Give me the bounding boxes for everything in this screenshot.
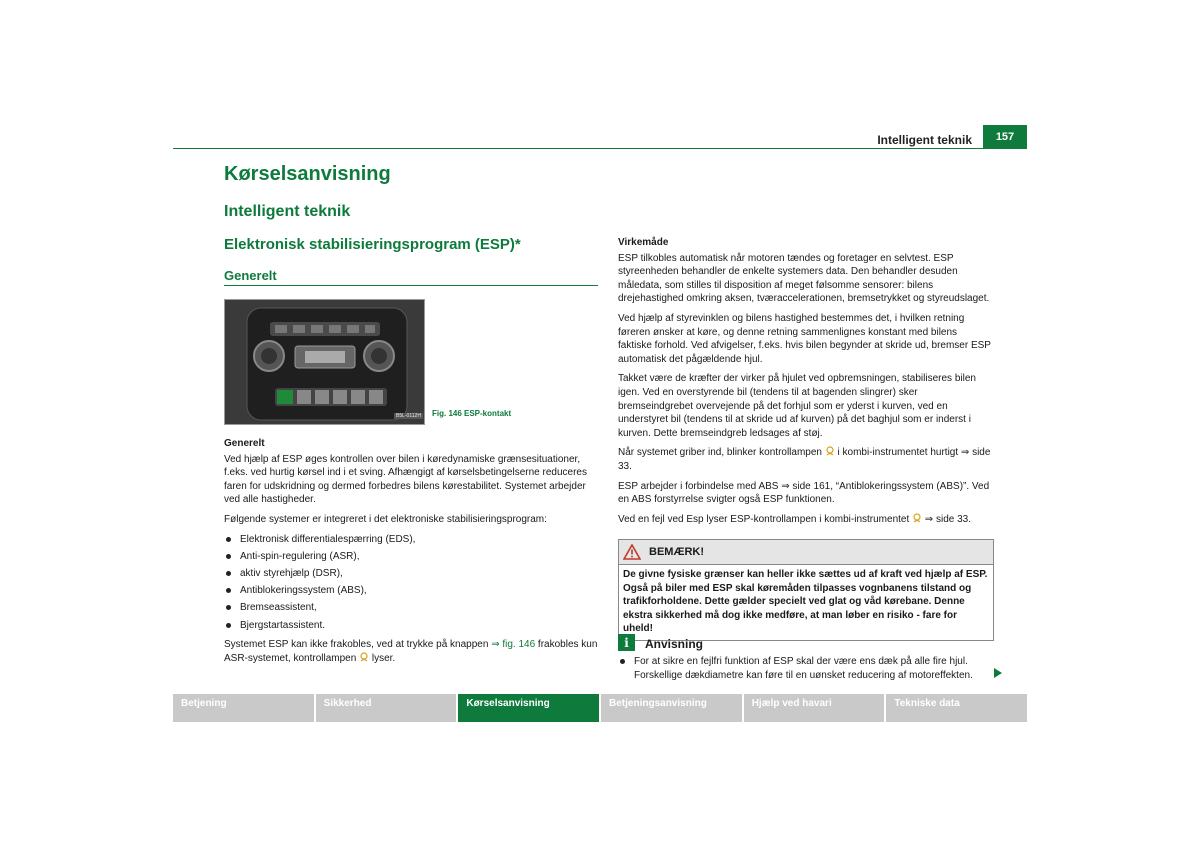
note-bullet: For at sikre en fejlfri funktion af ESP skal der være ens dæk på alle fire hjul. Forskellige dækdiametre kan føre til en uønsket reducering af motoreffekten. [618, 655, 992, 682]
left-paragraph-2: Følgende systemer er integreret i det elektroniske stabilisieringsprogram: [224, 513, 547, 525]
system-list [224, 533, 598, 633]
section-title: Intelligent teknik [224, 203, 351, 220]
esp-warning-lamp-icon [825, 446, 835, 456]
esp-switch-figure [224, 299, 425, 425]
right-paragraph-6: Ved en fejl ved Esp lyser ESP-kontrollampen i kombi-instrumentet ⇒ side 33. [618, 513, 971, 525]
right-paragraph-2: Ved hjælp af styrevinklen og bilens hastighed bestemmes det, i hvilken retning føreren ønsker at køre, og denne retning sammenlignes konstant med bilens faktiske forhold. Ved afvigelser, f.eks. hvis bilen begynder at skride ud, bremser ESP automatisk det pågældende hjul. [618, 312, 991, 365]
topic-title: Generelt [224, 268, 277, 283]
chapter-title: Kørselsanvisning [224, 163, 391, 185]
esp-warning-lamp-icon [912, 513, 922, 523]
topic-rule [224, 285, 598, 286]
figure-code: B5L-0112H [396, 413, 421, 419]
header-rule [173, 148, 1027, 149]
warning-title: BEMÆRK! [649, 546, 704, 558]
continue-arrow-icon[interactable] [994, 668, 1002, 678]
running-header-title: Intelligent teknik [877, 133, 972, 147]
climate-panel-illustration [225, 300, 424, 424]
figure-caption: Fig. 146 ESP-kontakt [432, 409, 512, 418]
warning-box [618, 539, 994, 641]
list-item: Bjergstartassistent. [224, 619, 598, 633]
list-item: Antiblokeringssystem (ABS), [224, 584, 598, 598]
chapter-navigation [173, 694, 1027, 722]
nav-tab-korselsanvisning[interactable]: Kørselsanvisning [458, 694, 601, 722]
figure-reference-link[interactable]: ⇒ fig. 146 [491, 639, 536, 651]
right-paragraph-1: ESP tilkobles automatisk når motoren tændes og foretager en selvtest. ESP styreenheden behandler de enkelte systemers data. Den behandler desuden måledata, som stilles til disposition af meget følsomme sensorer: bilens drejehastighed omkring aksen, tværaccelerationen, bremsetrykket og styreudslaget. [618, 252, 990, 305]
list-item: aktiv styrehjælp (DSR), [224, 567, 598, 581]
info-icon: i [618, 634, 635, 651]
list-item: Anti-spin-regulering (ASR), [224, 550, 598, 564]
left-column [224, 437, 598, 671]
subsection-title: Elektronisk stabilisieringsprogram (ESP)* [224, 236, 521, 253]
right-paragraph-3: Takket være de kræfter der virker på hjulet ved opbremsningen, stabiliseres bilen igen. Ved en overstyrende bil (tendens til at bagenden slingrer) sker bremseindgrebet overvejende på det forhjul som er yderst i kurven, ved en understyret bil (tendens til at skride ud af kurven) på det baghjul som er inderst i kurven. Dette bremseindgreb ledsages af støj. [618, 373, 976, 439]
nav-tab-sikkerhed[interactable]: Sikkerhed [316, 694, 459, 722]
nav-tab-betjening[interactable]: Betjening [173, 694, 316, 722]
left-paragraph-3: Systemet ESP kan ikke frakobles, ved at trykke på knappen ⇒ fig. 146 frakobles kun ASR-systemet, kontrollampen lyser. [224, 639, 598, 664]
esp-warning-lamp-icon [359, 652, 369, 662]
nav-tab-hjaelp-ved-havari[interactable]: Hjælp ved havari [744, 694, 887, 722]
note-title: Anvisning [645, 637, 704, 651]
warning-header [619, 540, 993, 565]
note-body [618, 655, 992, 682]
page-number: 157 [983, 125, 1027, 149]
nav-tab-betjeningsanvisning[interactable]: Betjeningsanvisning [601, 694, 744, 722]
right-column [618, 236, 992, 532]
list-item: Elektronisk differentialespærring (EDS), [224, 533, 598, 547]
right-paragraph-5: ESP arbejder i forbindelse med ABS ⇒ side 161, “Antiblokeringssystem (ABS)”. Ved en ABS forstyrrelse svigter også ESP funktionen. [618, 480, 990, 506]
right-subheading: Virkemåde [618, 237, 669, 248]
warning-text: De givne fysiske grænser kan heller ikke sættes ud af kraft ved hjælp af ESP. Også på biler med ESP skal køremåden tilpasses vognbanens tilstand og trafikforholdene. Dette gælder specielt ved glat og våd kørebane. Denne ekstra sikkerhed må dog ikke medføre, at man løber en risiko - fare for uheld! [623, 569, 988, 635]
right-paragraph-4: Når systemet griber ind, blinker kontrollampen i kombi-instrumentet hurtigt ⇒ side 33. [618, 447, 991, 472]
list-item: Bremseassistent, [224, 601, 598, 615]
left-paragraph-1: Ved hjælp af ESP øges kontrollen over bilen i køredynamiske grænsesituationer, f.eks. ved hurtig kørsel ind i et sving. Afhængigt af kørselsbetingelserne reduceres faren for udskridning og dermed forbedres bilens kørestabilitet. Systemet arbejder ved alle hastigheder. [224, 453, 587, 506]
nav-tab-tekniske-data[interactable]: Tekniske data [886, 694, 1027, 722]
left-subheading: Generelt [224, 438, 265, 449]
warning-triangle-icon [623, 544, 641, 560]
